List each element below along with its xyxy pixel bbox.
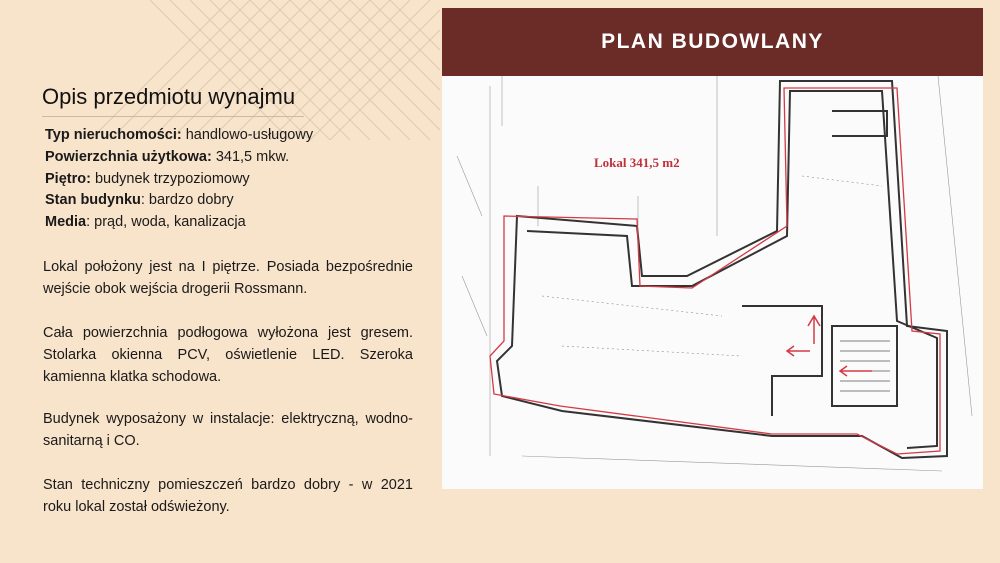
description-paragraph-location: Lokal położony jest na I piętrze. Posiada bezpośrednie wejście obok wejścia drogerii Rossmann. — [43, 259, 413, 297]
property-row-utilities: Media: prąd, woda, kanalizacja — [45, 214, 246, 231]
property-row-area: Powierzchnia użytkowa: 341,5 mkw. — [45, 148, 290, 165]
plan-header: PLAN BUDOWLANY — [442, 8, 983, 76]
property-list — [45, 125, 313, 234]
property-row-floor: Piętro: budynek trzypoziomowy — [45, 170, 250, 187]
property-row-condition: Stan budynku: bardzo dobry — [45, 192, 234, 209]
property-row-type: Typ nieruchomości: handlowo-usługowy — [45, 127, 314, 143]
floor-plan-drawing — [442, 76, 983, 489]
unit-area-label: Lokal 341,5 m2 — [594, 155, 680, 170]
decorative-grid-pattern — [0, 0, 440, 140]
title-underline — [42, 116, 304, 117]
floor-plan-image — [442, 76, 983, 489]
description-paragraph-condition: Stan techniczny pomieszczeń bardzo dobry - w 2021 roku lokal został odświeżony. — [43, 477, 413, 515]
description-paragraph-finish: Cała powierzchnia podłogowa wyłożona jest gresem. Stolarka okienna PCV, oświetlenie LED. Szeroka kamienna klatka schodowa. — [43, 325, 413, 385]
section-title-block — [42, 84, 304, 117]
description-paragraph-installations: Budynek wyposażony w instalacje: elektryczną, wodno-sanitarną i CO. — [43, 411, 413, 449]
section-title: Opis przedmiotu wynajmu — [42, 84, 296, 109]
